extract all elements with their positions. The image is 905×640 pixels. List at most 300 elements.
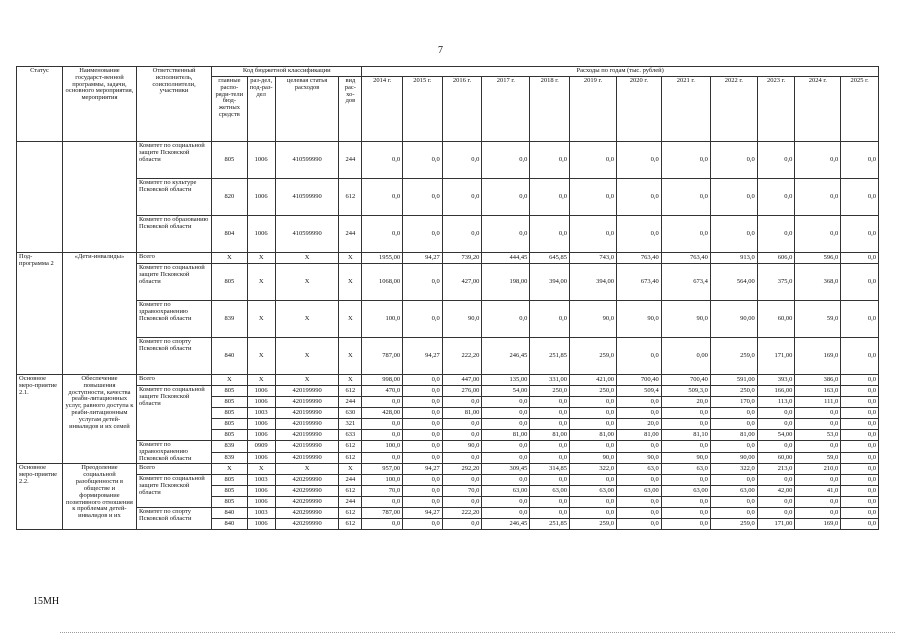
budget-code-cell: 420199990 xyxy=(275,397,339,408)
expense-value-cell: 163,0 xyxy=(795,386,841,397)
budget-code-cell: Х xyxy=(339,253,362,264)
budget-code-cell: 420299990 xyxy=(275,486,339,497)
expense-value-cell: 0,0 xyxy=(841,179,879,216)
expense-value-cell: 386,0 xyxy=(795,375,841,386)
budget-code-cell: Х xyxy=(247,253,275,264)
expense-value-cell: 0,0 xyxy=(530,419,570,430)
expense-value-cell: 0,0 xyxy=(616,475,661,486)
expense-value-cell: 81,10 xyxy=(661,430,710,441)
budget-code-cell: 1006 xyxy=(247,386,275,397)
budget-code-cell: Х xyxy=(339,464,362,475)
expense-value-cell: 251,85 xyxy=(530,519,570,530)
expense-value-cell: 94,27 xyxy=(403,464,443,475)
budget-code-cell: 420299990 xyxy=(275,475,339,486)
expense-value-cell: 427,00 xyxy=(442,264,482,301)
expense-value-cell: 0,0 xyxy=(661,142,710,179)
expense-value-cell: 0,0 xyxy=(841,386,879,397)
expense-value-cell: 0,0 xyxy=(710,408,757,419)
responsible-cell: Комитет по социальной защите Псковской области xyxy=(136,386,211,441)
expense-value-cell: 0,0 xyxy=(403,386,443,397)
expense-value-cell: 596,0 xyxy=(795,253,841,264)
expense-value-cell: 90,00 xyxy=(710,301,757,338)
expense-value-cell: 251,85 xyxy=(530,338,570,375)
expense-value-cell: 0,0 xyxy=(442,216,482,253)
budget-code-cell: 633 xyxy=(339,430,362,441)
budget-code-cell: 244 xyxy=(339,475,362,486)
table-body xyxy=(17,142,879,530)
header-year: 2016 г. xyxy=(442,77,482,142)
expense-value-cell: 591,00 xyxy=(710,375,757,386)
budget-code-cell: Х xyxy=(212,253,247,264)
expense-value-cell: 0,0 xyxy=(482,452,530,464)
table-row xyxy=(17,179,879,216)
table-row xyxy=(17,301,879,338)
expense-value-cell: 0,0 xyxy=(530,216,570,253)
expense-value-cell: 0,0 xyxy=(841,397,879,408)
expense-value-cell: 0,0 xyxy=(661,179,710,216)
header-expenses: Расходы по годам (тыс. рублей) xyxy=(362,67,879,77)
expense-value-cell: 0,0 xyxy=(403,375,443,386)
budget-code-cell: Х xyxy=(339,301,362,338)
budget-code-cell: 420199990 xyxy=(275,386,339,397)
expense-value-cell: 0,0 xyxy=(841,452,879,464)
expense-value-cell: 63,00 xyxy=(569,486,616,497)
expense-value-cell: 0,0 xyxy=(442,419,482,430)
expense-value-cell: 0,0 xyxy=(442,179,482,216)
expense-value-cell: 0,0 xyxy=(841,430,879,441)
expense-value-cell: 375,0 xyxy=(757,264,795,301)
budget-code-cell: Х xyxy=(339,264,362,301)
expense-value-cell: 0,0 xyxy=(757,475,795,486)
budget-code-cell: 1006 xyxy=(247,430,275,441)
expense-value-cell: 394,00 xyxy=(569,264,616,301)
expense-value-cell: 0,0 xyxy=(710,508,757,519)
budget-code-cell: 612 xyxy=(339,441,362,453)
expense-value-cell: 0,0 xyxy=(403,179,443,216)
expense-value-cell: 0,0 xyxy=(403,301,443,338)
budget-expenses-table xyxy=(16,66,879,530)
budget-code-cell: 805 xyxy=(212,497,247,508)
expense-value-cell: 0,0 xyxy=(757,216,795,253)
budget-code-cell: Х xyxy=(247,338,275,375)
expense-value-cell: 20,0 xyxy=(661,397,710,408)
expense-value-cell: 0,0 xyxy=(530,475,570,486)
expense-value-cell: 314,85 xyxy=(530,464,570,475)
budget-code-cell: Х xyxy=(247,464,275,475)
expense-value-cell: 0,0 xyxy=(569,508,616,519)
expense-value-cell: 0,0 xyxy=(482,441,530,453)
program-name-cell: Преодоление социальной разобщенности в обществе и формирование позитивного отношения к проблемам детей-инвалидов и их xyxy=(62,464,136,530)
expense-value-cell: 250,0 xyxy=(569,386,616,397)
expense-value-cell: 322,0 xyxy=(569,464,616,475)
expense-value-cell: 0,0 xyxy=(841,375,879,386)
expense-value-cell: 0,0 xyxy=(530,397,570,408)
expense-value-cell: 0,0 xyxy=(710,441,757,453)
expense-value-cell: 470,0 xyxy=(362,386,403,397)
expense-value-cell: 0,0 xyxy=(403,497,443,508)
budget-code-cell: 420199990 xyxy=(275,441,339,453)
budget-code-cell: Х xyxy=(275,301,339,338)
expense-value-cell: 63,0 xyxy=(616,464,661,475)
expense-value-cell: 509,4 xyxy=(616,386,661,397)
expense-value-cell: 0,0 xyxy=(661,497,710,508)
expense-value-cell: 0,0 xyxy=(616,338,661,375)
budget-code-cell: 820 xyxy=(212,179,247,216)
expense-value-cell: 54,00 xyxy=(757,430,795,441)
budget-code-cell: 612 xyxy=(339,452,362,464)
expense-value-cell: 0,0 xyxy=(841,486,879,497)
header-status: Статус xyxy=(17,67,63,142)
program-name-cell: Обеспечение повышения доступности, качества реаби-литационных услуг, равного доступа к реаби-литационным услугам детей-инвалидов и их семей xyxy=(62,375,136,464)
expense-value-cell: 0,0 xyxy=(795,497,841,508)
expense-value-cell: 0,0 xyxy=(710,216,757,253)
responsible-cell: Комитет по культуре Псковской области xyxy=(136,179,211,216)
expense-value-cell: 0,0 xyxy=(482,142,530,179)
expense-value-cell: 135,00 xyxy=(482,375,530,386)
expense-value-cell: 0,0 xyxy=(403,441,443,453)
header-budget-code: Код бюджетной классификации xyxy=(212,67,362,77)
budget-code-cell: Х xyxy=(212,464,247,475)
budget-code-cell: 420199990 xyxy=(275,419,339,430)
expense-value-cell: 198,00 xyxy=(482,264,530,301)
expense-value-cell: 606,0 xyxy=(757,253,795,264)
expense-value-cell: 0,0 xyxy=(616,519,661,530)
expense-value-cell: 0,0 xyxy=(442,397,482,408)
expense-value-cell: 394,00 xyxy=(530,264,570,301)
expense-value-cell: 0,0 xyxy=(616,408,661,419)
expense-value-cell: 0,0 xyxy=(569,497,616,508)
expense-value-cell: 0,0 xyxy=(362,216,403,253)
expense-value-cell: 213,0 xyxy=(757,464,795,475)
expense-value-cell: 276,00 xyxy=(442,386,482,397)
expense-value-cell: 0,0 xyxy=(403,419,443,430)
budget-code-cell: 420199990 xyxy=(275,430,339,441)
header-expense-type: вид рас-хо-дов xyxy=(339,77,362,142)
expense-value-cell: 0,0 xyxy=(757,408,795,419)
expense-value-cell: 0,0 xyxy=(661,216,710,253)
expense-value-cell: 331,00 xyxy=(530,375,570,386)
expense-value-cell: 444,45 xyxy=(482,253,530,264)
budget-code-cell: 410599990 xyxy=(275,142,339,179)
expense-value-cell: 63,00 xyxy=(616,486,661,497)
expense-value-cell: 673,4 xyxy=(661,264,710,301)
expense-value-cell: 0,0 xyxy=(362,179,403,216)
expense-value-cell: 90,0 xyxy=(442,441,482,453)
expense-value-cell: 739,20 xyxy=(442,253,482,264)
expense-value-cell: 81,00 xyxy=(482,430,530,441)
expense-value-cell: 0,0 xyxy=(362,452,403,464)
expense-value-cell: 564,00 xyxy=(710,264,757,301)
responsible-cell: Комитет по социальной защите Псковской области xyxy=(136,475,211,508)
budget-code-cell: 630 xyxy=(339,408,362,419)
expense-value-cell: 0,0 xyxy=(569,397,616,408)
expense-value-cell: 246,45 xyxy=(482,338,530,375)
expense-value-cell: 60,00 xyxy=(757,301,795,338)
expense-value-cell: 0,0 xyxy=(569,216,616,253)
budget-code-cell: 244 xyxy=(339,216,362,253)
expense-value-cell: 63,00 xyxy=(661,486,710,497)
expense-value-cell: 0,0 xyxy=(841,216,879,253)
budget-code-cell: 805 xyxy=(212,397,247,408)
expense-value-cell: 957,00 xyxy=(362,464,403,475)
budget-code-cell: 805 xyxy=(212,386,247,397)
budget-code-cell: 805 xyxy=(212,475,247,486)
expense-value-cell: 0,0 xyxy=(616,508,661,519)
budget-code-cell: 840 xyxy=(212,519,247,530)
expense-value-cell: 421,00 xyxy=(569,375,616,386)
header-year: 2022 г. xyxy=(710,77,757,142)
expense-value-cell: 0,0 xyxy=(841,253,879,264)
expense-value-cell: 645,85 xyxy=(530,253,570,264)
expense-value-cell: 0,0 xyxy=(482,179,530,216)
expense-value-cell: 673,40 xyxy=(616,264,661,301)
expense-value-cell: 0,0 xyxy=(661,508,710,519)
expense-value-cell: 166,00 xyxy=(757,386,795,397)
expense-value-cell: 63,00 xyxy=(482,486,530,497)
expense-value-cell: 90,0 xyxy=(442,301,482,338)
budget-code-cell: 410599990 xyxy=(275,179,339,216)
responsible-cell: Комитет по спорту Псковской области xyxy=(136,508,211,530)
expense-value-cell: 70,0 xyxy=(362,486,403,497)
budget-code-cell: 420299990 xyxy=(275,508,339,519)
expense-value-cell: 0,0 xyxy=(661,475,710,486)
expense-value-cell: 111,0 xyxy=(795,397,841,408)
expense-value-cell: 0,0 xyxy=(757,508,795,519)
expense-value-cell: 0,0 xyxy=(442,452,482,464)
expense-value-cell: 94,27 xyxy=(403,338,443,375)
expense-value-cell: 0,0 xyxy=(841,519,879,530)
budget-code-cell: Х xyxy=(275,375,339,386)
header-section: раз-дел, под-раз-дел xyxy=(247,77,275,142)
budget-code-cell: Х xyxy=(247,301,275,338)
header-target-article: целевая статья расходов xyxy=(275,77,339,142)
budget-code-cell: 804 xyxy=(212,216,247,253)
expense-value-cell: 1068,00 xyxy=(362,264,403,301)
expense-value-cell: 0,0 xyxy=(569,408,616,419)
expense-value-cell: 222,20 xyxy=(442,508,482,519)
expense-value-cell: 81,00 xyxy=(442,408,482,419)
expense-value-cell: 0,0 xyxy=(710,475,757,486)
budget-code-cell: 1003 xyxy=(247,508,275,519)
expense-value-cell: 0,0 xyxy=(442,519,482,530)
budget-code-cell: 1006 xyxy=(247,486,275,497)
expense-value-cell: 210,0 xyxy=(795,464,841,475)
expense-value-cell: 0,0 xyxy=(482,497,530,508)
expense-value-cell: 0,0 xyxy=(710,142,757,179)
expense-value-cell: 998,00 xyxy=(362,375,403,386)
expense-value-cell: 60,00 xyxy=(757,452,795,464)
expense-value-cell: 53,0 xyxy=(795,430,841,441)
expense-value-cell: 700,40 xyxy=(661,375,710,386)
responsible-cell: Комитет по спорту Псковской области xyxy=(136,338,211,375)
budget-code-cell: 1006 xyxy=(247,452,275,464)
expense-value-cell: 0,0 xyxy=(482,475,530,486)
responsible-cell: Всего xyxy=(136,253,211,264)
budget-code-cell: Х xyxy=(339,375,362,386)
expense-value-cell: 250,0 xyxy=(710,386,757,397)
expense-value-cell: 0,0 xyxy=(795,408,841,419)
expense-value-cell: 0,0 xyxy=(403,264,443,301)
expense-value-cell: 0,0 xyxy=(841,497,879,508)
expense-value-cell: 0,0 xyxy=(403,408,443,419)
responsible-cell: Всего xyxy=(136,464,211,475)
budget-code-cell: Х xyxy=(275,264,339,301)
header-year: 2018 г. xyxy=(530,77,570,142)
budget-code-cell: 805 xyxy=(212,419,247,430)
expense-value-cell: 250,0 xyxy=(530,386,570,397)
expense-value-cell: 90,0 xyxy=(569,301,616,338)
expense-value-cell: 0,0 xyxy=(530,441,570,453)
budget-code-cell: 612 xyxy=(339,179,362,216)
budget-code-cell: 420299990 xyxy=(275,497,339,508)
budget-code-cell: 244 xyxy=(339,142,362,179)
budget-code-cell: Х xyxy=(275,253,339,264)
expense-value-cell: 0,0 xyxy=(841,301,879,338)
expense-value-cell: 90,0 xyxy=(569,452,616,464)
budget-code-cell: 805 xyxy=(212,264,247,301)
table-row xyxy=(17,464,879,475)
budget-code-cell: 0909 xyxy=(247,441,275,453)
expense-value-cell: 0,0 xyxy=(841,408,879,419)
expense-value-cell: 0,0 xyxy=(530,179,570,216)
responsible-cell: Комитет по здравоохранению Псковской области xyxy=(136,301,211,338)
expense-value-cell: 20,0 xyxy=(616,419,661,430)
expense-value-cell: 70,0 xyxy=(442,486,482,497)
expense-value-cell: 368,0 xyxy=(795,264,841,301)
expense-value-cell: 1955,00 xyxy=(362,253,403,264)
expense-value-cell: 0,0 xyxy=(841,464,879,475)
table-row xyxy=(17,508,879,519)
budget-code-cell: 840 xyxy=(212,508,247,519)
header-name: Наименование государст-венной программы, задачи, основного мероприятия, мероприятия xyxy=(62,67,136,142)
header-year: 2014 г. xyxy=(362,77,403,142)
expense-value-cell: 0,0 xyxy=(710,497,757,508)
expense-value-cell: 509,3,0 xyxy=(661,386,710,397)
expense-value-cell: 0,0 xyxy=(569,142,616,179)
expense-value-cell: 0,0 xyxy=(362,142,403,179)
expense-value-cell: 0,0 xyxy=(841,338,879,375)
expense-value-cell: 0,0 xyxy=(442,475,482,486)
budget-code-cell: 244 xyxy=(339,397,362,408)
header-year: 2017 г. xyxy=(482,77,530,142)
expense-value-cell: 0,0 xyxy=(661,408,710,419)
expense-value-cell: 0,0 xyxy=(442,142,482,179)
table-row xyxy=(17,475,879,486)
expense-value-cell: 0,0 xyxy=(482,216,530,253)
expense-value-cell: 0,0 xyxy=(362,519,403,530)
expense-value-cell: 0,0 xyxy=(530,408,570,419)
expense-value-cell: 0,0 xyxy=(710,179,757,216)
expense-value-cell: 428,00 xyxy=(362,408,403,419)
status-cell: Основное меро-приятие 2.1. xyxy=(17,375,63,464)
expense-value-cell: 787,00 xyxy=(362,338,403,375)
expense-value-cell: 393,0 xyxy=(757,375,795,386)
expense-value-cell: 292,20 xyxy=(442,464,482,475)
budget-code-cell: 840 xyxy=(212,338,247,375)
responsible-cell: Комитет по образованию Псковской области xyxy=(136,216,211,253)
expense-value-cell: 0,0 xyxy=(530,452,570,464)
header-year: 2021 г. xyxy=(661,77,710,142)
expense-value-cell: 0,0 xyxy=(403,486,443,497)
responsible-cell: Комитет по социальной защите Псковской области xyxy=(136,264,211,301)
expense-value-cell: 41,0 xyxy=(795,486,841,497)
expense-value-cell: 0,0 xyxy=(482,397,530,408)
expense-value-cell: 0,0 xyxy=(841,142,879,179)
expense-value-cell: 0,0 xyxy=(616,142,661,179)
expense-value-cell: 63,00 xyxy=(710,486,757,497)
budget-code-cell: 839 xyxy=(212,441,247,453)
expense-value-cell: 81,00 xyxy=(616,430,661,441)
expense-value-cell: 0,0 xyxy=(757,142,795,179)
expense-value-cell: 59,0 xyxy=(795,301,841,338)
expense-value-cell: 0,0 xyxy=(757,419,795,430)
budget-code-cell: Х xyxy=(275,338,339,375)
expense-value-cell: 100,0 xyxy=(362,441,403,453)
expense-value-cell: 63,00 xyxy=(530,486,570,497)
budget-code-cell: 805 xyxy=(212,430,247,441)
expense-value-cell: 0,0 xyxy=(362,419,403,430)
table-row xyxy=(17,142,879,179)
table-row xyxy=(17,216,879,253)
expense-value-cell: 0,0 xyxy=(616,216,661,253)
budget-code-cell: 805 xyxy=(212,408,247,419)
expense-value-cell: 169,0 xyxy=(795,519,841,530)
header-year: 2020 г. xyxy=(616,77,661,142)
budget-code-cell: 612 xyxy=(339,519,362,530)
page-edge-divider xyxy=(60,632,895,633)
expense-value-cell: 0,0 xyxy=(530,508,570,519)
expense-value-cell: 90,0 xyxy=(661,452,710,464)
budget-code-cell: Х xyxy=(275,464,339,475)
expense-value-cell: 0,0 xyxy=(442,430,482,441)
expense-value-cell: 0,0 xyxy=(530,301,570,338)
budget-code-cell: 321 xyxy=(339,419,362,430)
expense-value-cell: 913,0 xyxy=(710,253,757,264)
expense-value-cell: 0,0 xyxy=(661,519,710,530)
expense-value-cell: 90,0 xyxy=(616,301,661,338)
expense-value-cell: 0,0 xyxy=(403,142,443,179)
expense-value-cell: 81,00 xyxy=(530,430,570,441)
expense-value-cell: 0,0 xyxy=(661,441,710,453)
expense-value-cell: 246,45 xyxy=(482,519,530,530)
expense-value-cell: 0,0 xyxy=(757,497,795,508)
expense-value-cell: 0,0 xyxy=(569,441,616,453)
expense-value-cell: 259,0 xyxy=(569,519,616,530)
expense-value-cell: 171,00 xyxy=(757,519,795,530)
header-year: 2015 г. xyxy=(403,77,443,142)
responsible-cell: Комитет по здравоохранению Псковской области xyxy=(136,441,211,464)
expense-value-cell: 0,0 xyxy=(569,475,616,486)
expense-value-cell: 0,0 xyxy=(616,179,661,216)
expense-value-cell: 0,0 xyxy=(757,179,795,216)
expense-value-cell: 81,00 xyxy=(710,430,757,441)
expense-value-cell: 0,00 xyxy=(661,338,710,375)
expense-value-cell: 94,27 xyxy=(403,253,443,264)
header-year: 2025 г. xyxy=(841,77,879,142)
table-header xyxy=(17,67,879,142)
budget-code-cell: 839 xyxy=(212,301,247,338)
page-number: 7 xyxy=(438,45,443,56)
table-row xyxy=(17,441,879,453)
expense-value-cell: 94,27 xyxy=(403,508,443,519)
expense-value-cell: 0,0 xyxy=(795,142,841,179)
budget-code-cell: 410599990 xyxy=(275,216,339,253)
budget-code-cell: 1006 xyxy=(247,142,275,179)
expense-value-cell: 0,0 xyxy=(403,519,443,530)
header-year: 2023 г. xyxy=(757,77,795,142)
expense-value-cell: 259,0 xyxy=(569,338,616,375)
expense-value-cell: 787,00 xyxy=(362,508,403,519)
